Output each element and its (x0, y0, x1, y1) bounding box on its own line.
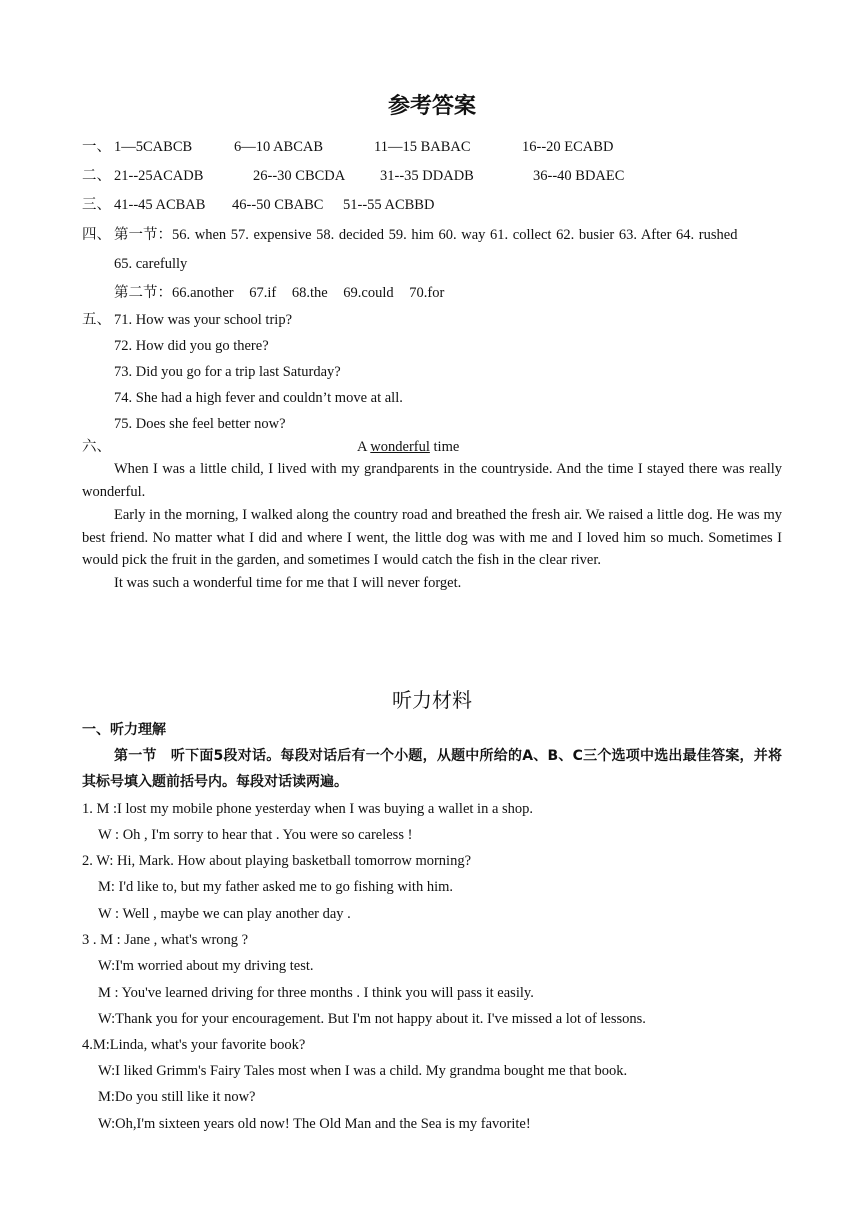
answer-group: 11—15 BABAC (374, 139, 471, 155)
answer-group: 46--50 CBABC (232, 197, 324, 213)
answer-sentence: 73. Did you go for a trip last Saturday? (114, 364, 341, 380)
answer-sentence: 71. How was your school trip? (114, 312, 293, 328)
dialogue-line: 1. M :I lost my mobile phone yesterday when I was buying a wallet in a shop. (82, 801, 534, 817)
row-label: 五、 (82, 312, 111, 328)
essay-title (357, 437, 459, 457)
dialogue-line: 4.M:Linda, what's your favorite book? (82, 1037, 306, 1053)
row-label: 三、 (82, 197, 111, 213)
answer-sentence: 72. How did you go there? (114, 338, 269, 354)
dialogue-line: W:I liked Grimm's Fairy Tales most when I was a child. My grandma bought me that book. (98, 1063, 628, 1079)
essay-paragraph: It was such a wonderful time for me that I will never forget. (114, 575, 462, 591)
answer-line: 第一节：56. when 57. expensive 58. decided 59. him 60. way 61. collect 62. busier 63. After 64. rushed (114, 227, 738, 243)
listening-title: 听力材料 (392, 690, 472, 712)
answer-line: 65. carefully (114, 256, 188, 272)
dialogue-line: W:Oh,I'm sixteen years old now! The Old Man and the Sea is my favorite! (98, 1116, 531, 1132)
dialogue-line: M: I'd like to, but my father asked me to go fishing with him. (98, 879, 453, 895)
answer-group: 36--40 BDAEC (533, 168, 625, 184)
answer-group: 26--30 CBCDA (253, 168, 346, 184)
answer-group: 31--35 DDADB (380, 168, 474, 184)
answer-group: 51--55 ACBBD (343, 197, 435, 213)
row-label: 六、 (82, 439, 111, 455)
essay-title-underlined: wonderful (370, 439, 430, 455)
row-label: 一、 (82, 139, 111, 155)
essay-paragraph: Early in the morning, I walked along the country road and breathed the fresh air. We raised a little dog. He was my best friend. No matter what I did and where I went, the little dog was with me and I loved him so much. Sometimes I would pick the fruit in the garden, and sometimes I would catch the fish in the clear river. (82, 507, 782, 568)
section-heading: 一、听力理解 (82, 722, 166, 738)
answer-group: 21--25ACADB (114, 168, 204, 184)
row-label: 二、 (82, 168, 111, 184)
dialogue-line: W:Thank you for your encouragement. But I'm not happy about it. I've missed a lot of lessons. (98, 1011, 646, 1027)
answer-line: 第二节：66.another 67.if 68.the 69.could 70.for (114, 285, 445, 301)
answer-group: 41--45 ACBAB (114, 197, 206, 213)
answer-sentence: 75. Does she feel better now? (114, 416, 286, 432)
essay-paragraph: When I was a little child, I lived with my grandparents in the countryside. And the time I stayed there was really wonderful. (82, 461, 782, 500)
answer-sentence: 74. She had a high fever and couldn’t move at all. (114, 390, 403, 406)
dialogue-line: 3 . M : Jane , what's wrong ? (82, 932, 249, 948)
dialogue-line: W:I'm worried about my driving test. (98, 958, 314, 974)
row-label: 四、 (82, 227, 111, 243)
answer-group: 6—10 ABCAB (234, 139, 324, 155)
answer-group: 1—5CABCB (114, 139, 193, 155)
answer-group: 16--20 ECABD (522, 139, 614, 155)
essay-title-pre: A (357, 439, 371, 455)
dialogue-line: W : Well , maybe we can play another day . (98, 906, 351, 922)
essay-title-post: time (429, 439, 460, 455)
dialogue-line: W : Oh , I'm sorry to hear that . You were so careless ! (98, 827, 413, 843)
dialogue-line: M : You've learned driving for three months . I think you will pass it easily. (98, 985, 534, 1001)
section-instruction: 第一节 听下面5段对话。每段对话后有一个小题，从题中所给的A、B、C三个选项中选出最佳答案，并将其标号填入题前括号内。每段对话读两遍。 (82, 748, 782, 790)
answers-title: 参考答案 (387, 93, 476, 118)
dialogue-line: 2. W: Hi, Mark. How about playing basketball tomorrow morning? (82, 853, 472, 869)
dialogue-line: M:Do you still like it now? (98, 1089, 256, 1105)
